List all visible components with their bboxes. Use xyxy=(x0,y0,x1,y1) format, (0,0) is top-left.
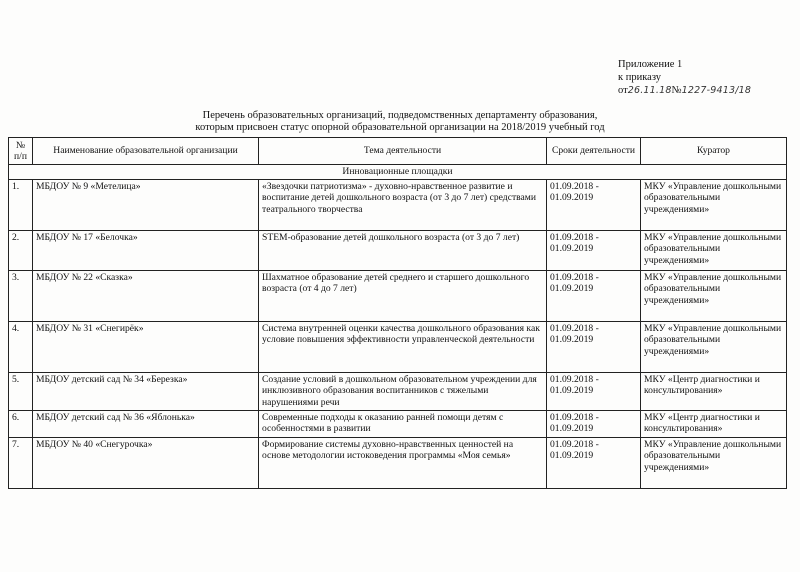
table-row xyxy=(9,179,787,230)
order-reference xyxy=(618,84,751,97)
header-name: Наименование образовательной организации xyxy=(33,138,259,165)
row-num: 5. xyxy=(9,372,33,410)
table-row xyxy=(9,270,787,321)
row-num: 3. xyxy=(9,270,33,321)
row-curator: МКУ «Управление дошкольными образовательными учреждениями» xyxy=(641,321,787,372)
header-terms: Сроки деятельности xyxy=(547,138,641,165)
row-topic: Формирование системы духовно-нравственных ценностей на основе методологии истоковедения программы «Моя семья» xyxy=(259,437,547,488)
row-terms: 01.09.2018 - 01.09.2019 xyxy=(547,179,641,230)
row-curator: МКУ «Центр диагностики и консультирования» xyxy=(641,372,787,410)
row-name: МБДОУ № 22 «Сказка» xyxy=(33,270,259,321)
row-num: 6. xyxy=(9,410,33,437)
row-name: МБДОУ № 31 «Снегирёк» xyxy=(33,321,259,372)
row-terms: 01.09.2018 - 01.09.2019 xyxy=(547,410,641,437)
table-row xyxy=(9,372,787,410)
table-header-row xyxy=(9,138,787,165)
row-terms: 01.09.2018 - 01.09.2019 xyxy=(547,270,641,321)
header-curator: Куратор xyxy=(641,138,787,165)
row-curator: МКУ «Управление дошкольными образовательными учреждениями» xyxy=(641,270,787,321)
table-row xyxy=(9,321,787,372)
row-name: МБДОУ № 40 «Снегурочка» xyxy=(33,437,259,488)
table-row xyxy=(9,410,787,437)
row-topic: Современные подходы к оказанию ранней помощи детям с особенностями в развитии xyxy=(259,410,547,437)
row-name: МБДОУ детский сад № 34 «Березка» xyxy=(33,372,259,410)
title-line-1: Перечень образовательных организаций, подведомственных департаменту образования, xyxy=(202,110,598,121)
row-curator: МКУ «Управление дошкольными образовательными учреждениями» xyxy=(641,437,787,488)
row-curator: МКУ «Управление дошкольными образовательными учреждениями» xyxy=(641,179,787,230)
row-terms: 01.09.2018 - 01.09.2019 xyxy=(547,437,641,488)
row-num: 2. xyxy=(9,230,33,270)
section-title: Инновационные площадки xyxy=(9,165,787,180)
section-row xyxy=(9,165,787,180)
row-curator: МКУ «Управление дошкольными образовательными учреждениями» xyxy=(641,230,787,270)
row-curator: МКУ «Центр диагностики и консультирования» xyxy=(641,410,787,437)
order-number-prefix: № xyxy=(671,85,682,96)
table-row xyxy=(9,230,787,270)
row-terms: 01.09.2018 - 01.09.2019 xyxy=(547,321,641,372)
organizations-table xyxy=(8,137,787,489)
row-topic: STEM-образование детей дошкольного возраста (от 3 до 7 лет) xyxy=(259,230,547,270)
row-topic: Шахматное образование детей среднего и старшего дошкольного возраста (от 4 до 7 лет) xyxy=(259,270,547,321)
order-number: 1227-9413/18 xyxy=(681,85,752,96)
row-name: МБДОУ № 17 «Белочка» xyxy=(33,230,259,270)
row-terms: 01.09.2018 - 01.09.2019 xyxy=(547,372,641,410)
row-num: 7. xyxy=(9,437,33,488)
row-num: 1. xyxy=(9,179,33,230)
row-topic: Система внутренней оценки качества дошкольного образования как условие повышения эффективности управленческой деятельности xyxy=(259,321,547,372)
order-from-prefix: от xyxy=(618,85,628,96)
appendix-label: Приложение 1 xyxy=(618,59,683,70)
row-topic: «Звездочки патриотизма» - духовно-нравственное развитие и воспитание детей дошкольного возраста (от 3 до 7 лет) средствами театрального творчества xyxy=(259,179,547,230)
row-topic: Создание условий в дошкольном образовательном учреждении для инклюзивного образования воспитанников с тяжелыми нарушениями речи xyxy=(259,372,547,410)
row-name: МБДОУ детский сад № 36 «Яблонька» xyxy=(33,410,259,437)
order-label: к приказу xyxy=(618,72,661,83)
header-topic: Тема деятельности xyxy=(259,138,547,165)
title-line-2: которым присвоен статус опорной образовательной организации на 2018/2019 учебный год xyxy=(195,122,605,133)
appendix-block xyxy=(618,58,751,97)
table-row xyxy=(9,437,787,488)
order-date: 26.11.18 xyxy=(627,85,672,96)
row-terms: 01.09.2018 - 01.09.2019 xyxy=(547,230,641,270)
row-num: 4. xyxy=(9,321,33,372)
row-name: МБДОУ № 9 «Метелица» xyxy=(33,179,259,230)
header-num: № п/п xyxy=(9,138,33,165)
document-title xyxy=(0,110,800,134)
